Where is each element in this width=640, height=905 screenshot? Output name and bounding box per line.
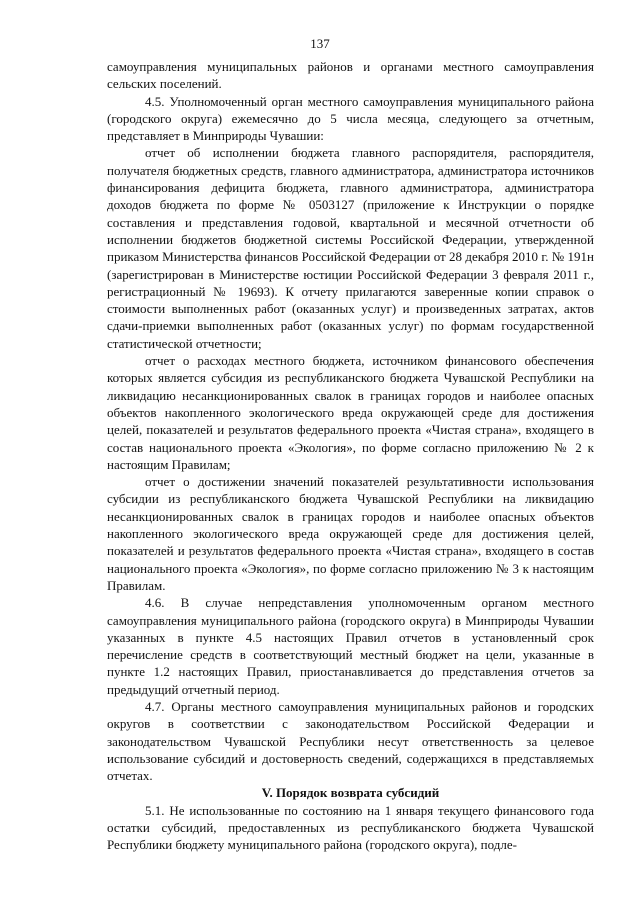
paragraph-4-7: 4.7. Органы местного самоуправления муниципальных районов и городских округов в соответствии с законодательством Российской Федерации и законодательством Чувашской Республики несут ответственность за целевое использование субсидий и достоверность сведений, содержащихся в представляемых отчетах. bbox=[107, 698, 594, 784]
document-body bbox=[107, 58, 594, 854]
paragraph-budget-report: отчет об исполнении бюджета главного распорядителя, распорядителя, получателя бюджетных средств, главного администратора, администратора источников финансирования дефицита бюджета, главного администратора, администратора доходов бюджета по форме № 0503127 (приложение к Инструкции о порядке составления и представления годовой, квартальной и месячной отчетности об исполнении бюджетов бюджетной системы Российской Федерации, утвержденной приказом Министерства финансов Российской Федерации от 28 декабря 2010 г. № 191н (зарегистрирован в Министерстве юстиции Российской Федерации 3 февраля 2011 г., регистрационный № 19693). К отчету прилагаются заверенные копии справок о стоимости выполненных работ (оказанных услуг) и произведенных затратах, актов сдачи-приемки выполненных работ (оказанных услуг) по формам государственной статистической отчетности; bbox=[107, 145, 594, 351]
section-heading: V. Порядок возврата субсидий bbox=[261, 785, 440, 801]
paragraph-expense-report: отчет о расходах местного бюджета, источником финансового обеспечения которых является субсидия из республиканского бюджета Чувашской Республики на ликвидацию несанкционированных свалок в границах городов и наиболее опасных объектов накопленного экологического вреда окружающей среде для достижения целей, показателей и результатов федерального проекта «Чистая страна», входящего в состав национального проекта «Экология», по форме согласно приложению № 2 к настоящим Правилам; bbox=[107, 353, 594, 472]
paragraph-4-6: 4.6. В случае непредставления уполномоченным органом местного самоуправления муниципального района (городского округа) в Минприроды Чувашии указанных в пункте 4.5 настоящих Правил отчетов в установленный срок перечисление средств в соответствующий местный бюджет на цели, указанные в пункте 1.2 настоящих Правил, приостанавливается до представления отчетов за предыдущий отчетный период. bbox=[107, 595, 594, 697]
paragraph-performance-report: отчет о достижении значений показателей результативности использования субсидии из республиканского бюджета Чувашской Республики на ликвидацию несанкционированных свалок в границах городов и наиболее опасных объектов накопленного экологического вреда окружающей среде для достижения целей, показателей и результатов федерального проекта «Чистая страна», входящего в состав национального проекта «Экология», по форме согласно приложению № 3 к настоящим Правилам. bbox=[107, 474, 594, 593]
paragraph-5-1: 5.1. Не использованные по состоянию на 1 января текущего финансового года остатки субсидий, предоставленных из республиканского бюджета Чувашской Республики бюджету муниципального района (городского округа), подле- bbox=[107, 802, 594, 853]
page-number: 137 bbox=[310, 36, 330, 51]
paragraph-continuation: самоуправления муниципальных районов и органами местного самоуправления сельских поселений. bbox=[107, 59, 594, 92]
paragraph-4-5: 4.5. Уполномоченный орган местного самоуправления муниципального района (городского округа) ежемесячно до 5 числа месяца, следующего за отчетным, представляет в Минприроды Чувашии: bbox=[107, 93, 594, 144]
